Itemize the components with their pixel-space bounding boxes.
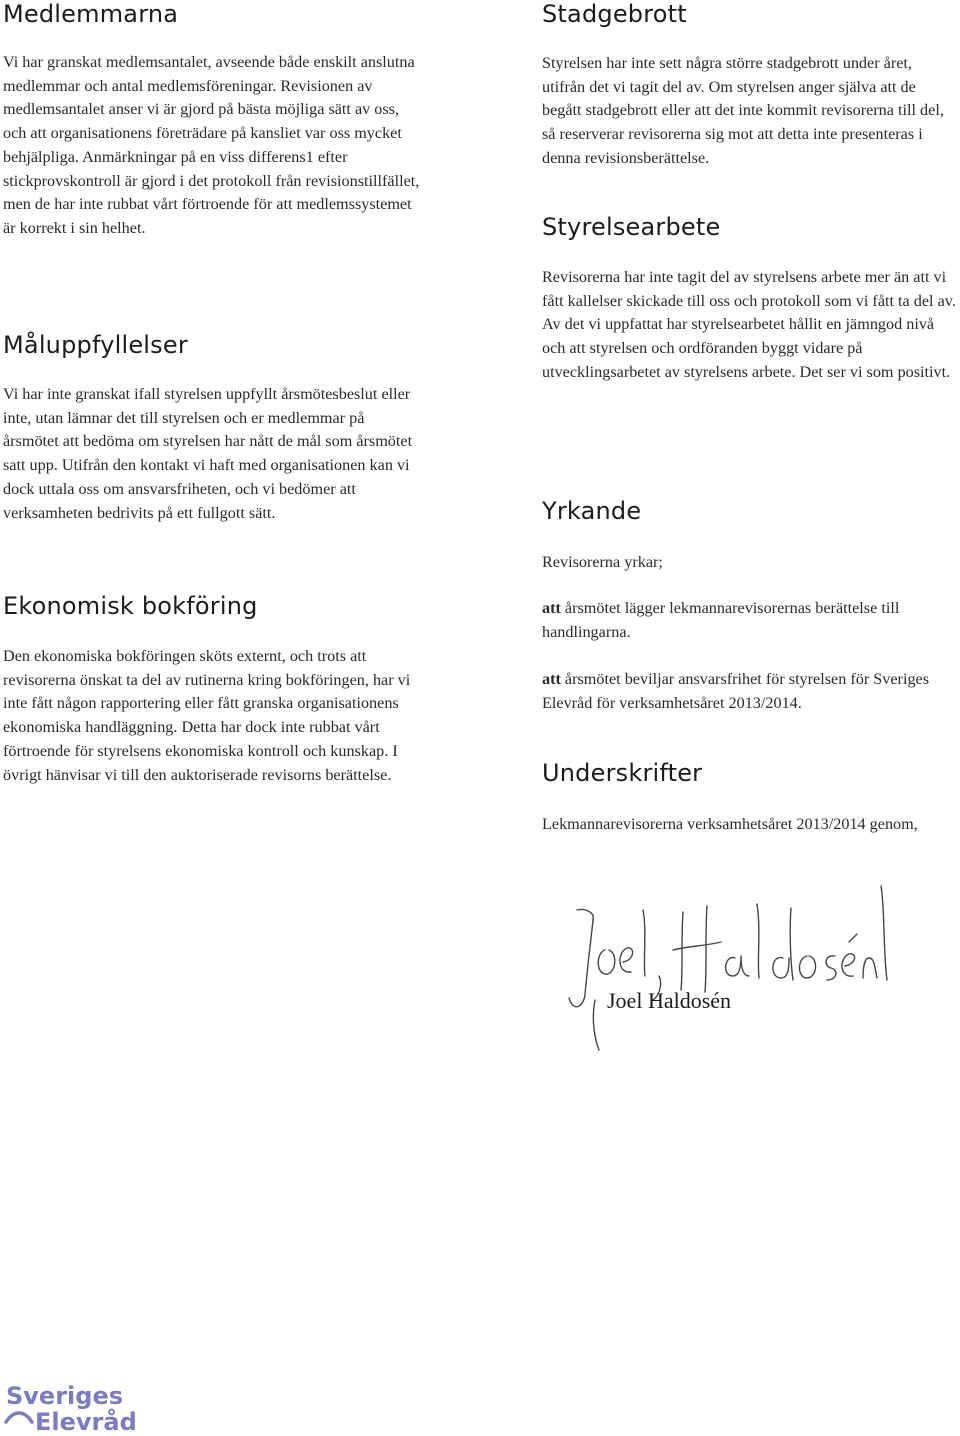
section-heading-yrkande: Yrkande [542,497,642,525]
yrkande-item [542,668,957,715]
right-column [542,0,957,1436]
logo-line1: Sveriges [6,1382,124,1410]
yrkande-item [542,597,957,644]
section-text-underskrifter: Lekmannarevisorerna verksamhetsåret 2013/2014 genom, [542,815,918,833]
section-text-ekonomisk-bokforing: Den ekonomiska bokföringen sköts externt, och trots att revisorerna önskat ta del av rutinerna kring bokföringen, har vi inte fått någon rapportering eller fått granska organisationens ekonomiska handläggning. Detta har dock inte rubbat vårt förtroende för styrelsens ekonomiska kontroll och kunskap. I övrigt hänvisar vi till den auktoriserade revisorns berättelse. [3,647,411,784]
section-heading-styrelsearbete: Styrelsearbete [542,213,721,241]
yrkande-keyword: att [542,670,561,688]
logo-line2: Elevråd [35,1408,137,1432]
yrkande-item-text: årsmötet beviljar ansvarsfrihet för styrelsen för Sveriges Elevråd för verksamhetsåret 2013/2014. [542,670,930,712]
section-heading-underskrifter: Underskrifter [542,759,703,787]
yrkande-intro: Revisorerna yrkar; [542,553,663,571]
sveriges-elevrad-logo [4,1380,144,1432]
section-text-styrelsearbete: Revisorerna har inte tagit del av styrelsens arbete mer än att vi fått kallelser skickade till oss och protokoll som vi fått ta del av. Av det vi uppfattat har styrelsearbetet hållit en jämngod nivå och att styrelsen och ordföranden byggt vidare på utvecklingsarbetet av styrelsens arbete. Det ser vi som positivt. [542,268,956,381]
section-heading-ekonomisk-bokforing: Ekonomisk bokföring [3,592,258,620]
section-text-stadgebrott: Styrelsen har inte sett några större stadgebrott under året, utifrån det vi tagit del av. Om styrelsen anger själva att de begått stadgebrott eller att det inte kommit revisorerna till del, så reserverar revisorerna sig mot att detta inte presenteras i denna revisionsberättelse. [542,54,944,167]
signatory-name: Joel Haldosén [607,988,732,1013]
section-heading-maluppfyllelser: Måluppfyllelser [3,331,188,359]
section-heading-stadgebrott: Stadgebrott [542,0,687,28]
section-text-medlemmarna: Vi har granskat medlemsantalet, avseende både enskilt anslutna medlemmar och antal medlemsföreningar. Revisionen av medlemsantalet anser vi är gjord på bästa möjliga sätt av oss, och att organisationens företrädare på kansliet var oss mycket behjälpliga. Anmärkningar på en viss differens1 efter stickprovskontroll är gjord i det protokoll från revisionstillfället, men de har inte rubbat vårt förtroende för att medlemssystemet är korrekt i sin helhet. [3,53,420,237]
yrkande-item-text: årsmötet lägger lekmannarevisorernas berättelse till handlingarna. [542,599,900,641]
left-column [3,0,421,1436]
yrkande-keyword: att [542,599,561,617]
handwritten-signature [565,880,895,1055]
section-heading-medlemmarna: Medlemmarna [3,0,179,28]
section-text-maluppfyllelser: Vi har inte granskat ifall styrelsen uppfyllt årsmötesbeslut eller inte, utan lämnar det till styrelsen och er medlemmar på årsmötet att bedöma om styrelsen har nått de mål som årsmötet satt upp. Utifrån den kontakt vi haft med organisationen kan vi dock uttala oss om ansvarsfriheten, och vi bedömer att verksamheten bedrivits på ett fullgott sätt. [3,385,413,522]
